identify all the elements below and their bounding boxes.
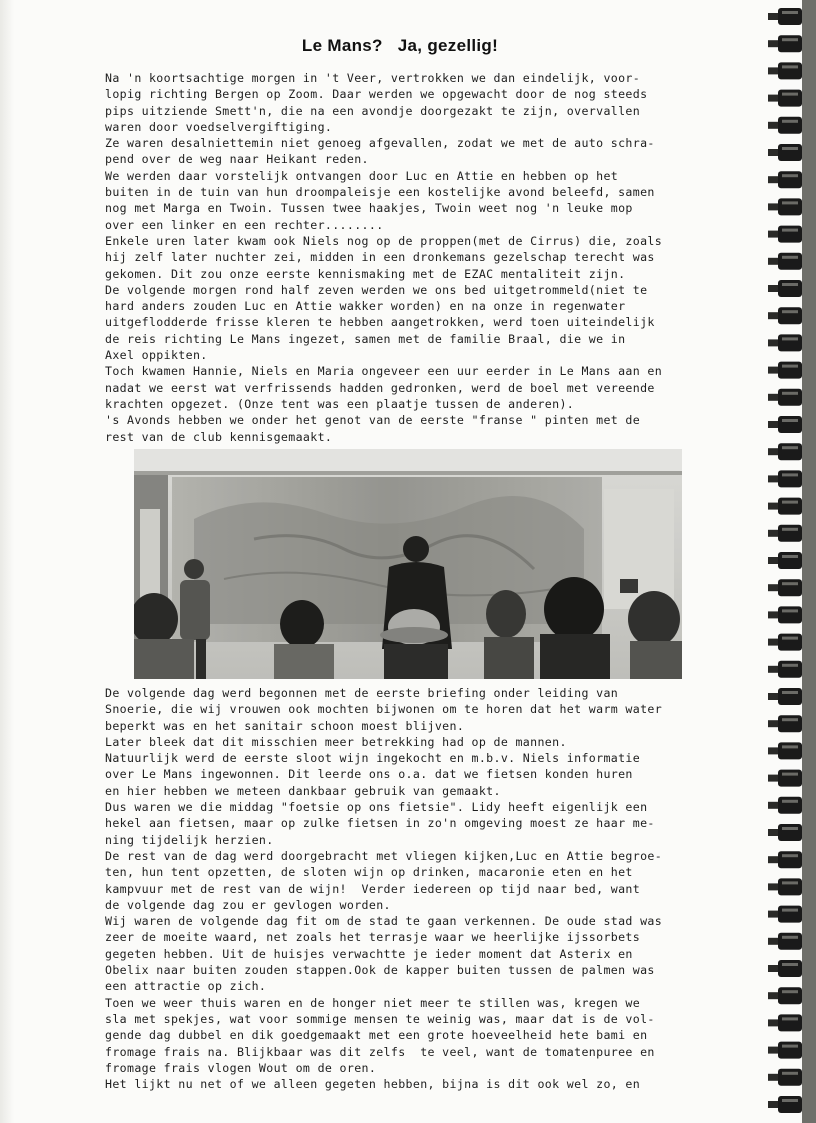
binding-ring: [768, 906, 802, 923]
text-block-bottom: [105, 685, 662, 1092]
text-line: rest van de club kennisgemaakt.: [105, 429, 333, 444]
page-title: Le Mans? Ja, gezellig!: [301, 36, 499, 55]
binding-ring: [768, 35, 802, 52]
text-line: pips uitziende Smett'n, die na een avondje doorgezakt te zijn, overvallen: [105, 103, 641, 118]
binding-ring: [768, 1014, 802, 1031]
binding-ring: [768, 90, 802, 107]
text-line: zeer de moeite waard, net zoals het terrasje waar we heerlijke ijssorbets: [105, 930, 641, 945]
text-line: beperkt was en het sanitair schoon moest blijven.: [105, 718, 465, 733]
binding-ring: [768, 742, 802, 759]
text-line: de reis richting Le Mans ingezet, samen met de familie Braal, die we in: [105, 331, 626, 346]
binding-ring: [768, 307, 802, 324]
text-line: Later bleek dat dit misschien meer betrekking had op de mannen.: [105, 734, 567, 749]
binding-ring: [768, 198, 802, 215]
binding-ring: [768, 797, 802, 814]
spiral-binding-rings: [768, 0, 816, 1123]
text-line: gende dag dubbel en dik goedgemaakt met een grote hoeveelheid hete bami en: [105, 1028, 648, 1043]
text-line: Het lijkt nu net of we alleen gegeten hebben, bijna is dit ook wel zo, en: [105, 1077, 641, 1092]
text-line: de volgende dag zou er gevlogen worden.: [105, 897, 391, 912]
binding-ring: [768, 933, 802, 950]
briefing-photo: [134, 449, 682, 679]
text-block-top: [105, 70, 662, 445]
binding-ring: [768, 470, 802, 487]
text-line: De volgende morgen rond half zeven werden we ons bed uitgetrommeld(niet te: [105, 282, 648, 297]
text-line: nog met Marga en Twoin. Tussen twee haakjes, Twoin weet nog 'n leuke mop: [105, 201, 633, 216]
text-line: hij zelf later nuchter zei, midden in een dronkemans gezelschap terecht was: [105, 250, 655, 265]
text-line: een attractie op zich.: [105, 979, 267, 994]
text-line: Snoerie, die wij vrouwen ook mochten bijwonen om te horen dat het warm water: [105, 702, 663, 717]
text-line: Obelix naar buiten zouden stappen.Ook de kapper buiten tussen de palmen was: [105, 963, 655, 978]
binding-ring: [768, 144, 802, 161]
binding-ring: [768, 661, 802, 678]
binding-ring: [768, 878, 802, 895]
page-edge-shadow: [0, 0, 14, 1123]
text-line: krachten opgezet. (Onze tent was een plaatje tussen de anderen).: [105, 396, 575, 411]
text-line: Toch kwamen Hannie, Niels en Maria ongeveer een uur eerder in Le Mans aan en: [105, 364, 663, 379]
binding-ring: [768, 715, 802, 732]
binding-ring: [768, 416, 802, 433]
binding-ring: [768, 579, 802, 596]
binding-ring: [768, 1096, 802, 1113]
text-line: en hier hebben we meteen dankbaar gebruik van gemaakt.: [105, 783, 501, 798]
text-line: Wij waren de volgende dag fit om de stad te gaan verkennen. De oude stad was: [105, 914, 663, 929]
text-line: nadat we eerst wat verfrissends hadden gedronken, werd de boel met vereende: [105, 380, 655, 395]
text-line: over Le Mans ingewonnen. Dit leerde ons o.a. dat we fietsen konden huren: [105, 767, 633, 782]
text-line: pend over de weg naar Heikant reden.: [105, 152, 369, 167]
text-line: gegeten hebben. Uit de huisjes verwachtte je ieder moment dat Asterix en: [105, 946, 633, 961]
text-line: We werden daar vorstelijk ontvangen door Luc en Attie en hebben op het: [105, 168, 619, 183]
binding-ring: [768, 688, 802, 705]
text-line: Toen we weer thuis waren en de honger niet meer te stillen was, kregen we: [105, 995, 641, 1010]
binding-ring: [768, 253, 802, 270]
binding-ring: [768, 824, 802, 841]
text-line: Enkele uren later kwam ook Niels nog op de proppen(met de Cirrus) die, zoals: [105, 233, 663, 248]
text-line: lopig richting Bergen op Zoom. Daar werden we opgewacht door de nog steeds: [105, 87, 648, 102]
text-line: ten, hun tent opzetten, de sloten wijn op drinken, macaronie eten en het: [105, 865, 633, 880]
spiral-binding: [768, 0, 816, 1123]
text-line: De volgende dag werd begonnen met de eerste briefing onder leiding van: [105, 686, 619, 700]
binding-ring: [768, 1069, 802, 1086]
binding-ring: [768, 389, 802, 406]
binding-ring: [768, 634, 802, 651]
binding-ring: [768, 280, 802, 297]
binding-edge: [802, 0, 816, 1123]
text-line: fromage frais vlogen Wout om de oren.: [105, 1060, 377, 1075]
text-line: 's Avonds hebben we onder het genot van de eerste "franse " pinten met de: [105, 413, 641, 428]
binding-ring: [768, 62, 802, 79]
binding-ring: [768, 606, 802, 623]
text-line: hekel aan fietsen, maar op zulke fietsen in zo'n omgeving moest ze haar me-: [105, 816, 655, 831]
binding-ring: [768, 334, 802, 351]
text-line: ning tijdelijk herzien.: [105, 832, 274, 847]
binding-ring: [768, 987, 802, 1004]
text-line: Axel oppikten.: [105, 348, 208, 363]
binding-ring: [768, 1042, 802, 1059]
text-line: De rest van de dag werd doorgebracht met vliegen kijken,Luc en Attie begroe-: [105, 848, 663, 863]
binding-ring: [768, 498, 802, 515]
binding-ring: [768, 226, 802, 243]
text-line: gekomen. Dit zou onze eerste kennismaking met de EZAC mentaliteit zijn.: [105, 266, 626, 281]
binding-ring: [768, 525, 802, 542]
text-line: Ze waren desalniettemin niet genoeg afgevallen, zodat we met de auto schra-: [105, 136, 655, 151]
briefing-photo-drawing: [134, 449, 682, 679]
text-line: hard anders zouden Luc en Attie wakker worden) en na onze in regenwater: [105, 299, 626, 314]
text-line: sla met spekjes, wat voor sommige mensen te weinig was, maar dat is de vol-: [105, 1011, 655, 1026]
text-line: buiten in de tuin van hun droompaleisje een kostelijke avond beleefd, samen: [105, 185, 655, 200]
text-line: kampvuur met de rest van de wijn! Verder iedereen op tijd naar bed, want: [105, 881, 641, 896]
binding-ring: [768, 117, 802, 134]
text-line: waren door voedselvergiftiging.: [105, 119, 333, 134]
text-line: uitgeflodderde frisse kleren te hebben aangetrokken, werd toen uiteindelijk: [105, 315, 655, 330]
text-line: Na 'n koortsachtige morgen in 't Veer, vertrokken we dan eindelijk, voor-: [105, 71, 641, 85]
text-line: over een linker en een rechter........: [105, 217, 384, 232]
binding-ring: [768, 362, 802, 379]
binding-ring: [768, 443, 802, 460]
binding-ring: [768, 770, 802, 787]
binding-ring: [768, 552, 802, 569]
binding-ring: [768, 171, 802, 188]
binding-ring: [768, 960, 802, 977]
text-line: Natuurlijk werd de eerste sloot wijn ingekocht en m.b.v. Niels informatie: [105, 751, 641, 766]
binding-ring: [768, 8, 802, 25]
text-line: Dus waren we die middag "foetsie op ons fietsie". Lidy heeft eigenlijk een: [105, 800, 648, 815]
binding-ring: [768, 851, 802, 868]
text-line: fromage frais na. Blijkbaar was dit zelfs te veel, want de tomatenpuree en: [105, 1044, 655, 1059]
